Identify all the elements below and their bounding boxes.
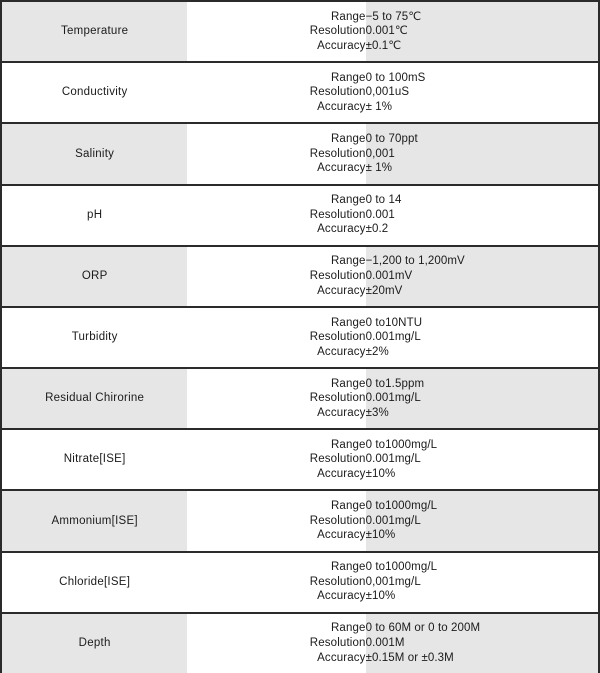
spec-label-range: Range [330, 316, 366, 329]
spec-label-range: Range [330, 622, 366, 635]
spec-label-resolution: Resolution [309, 514, 366, 527]
parameter-name-cell [1, 246, 187, 307]
spec-label-accuracy: Accuracy [317, 162, 366, 175]
spec-value-accuracy: ±2% [365, 345, 389, 358]
parameter-name-cell [1, 185, 187, 246]
spec-label-range: Range [330, 500, 366, 513]
parameter-name-cell [1, 368, 187, 429]
spec-labels-cell [187, 185, 365, 246]
spec-value-accuracy: ±10% [365, 590, 396, 603]
spec-values-cell [366, 429, 599, 490]
spec-value-accuracy: ±20mV [365, 284, 403, 297]
parameter-name-label: Temperature [60, 25, 129, 38]
spec-value-resolution: 0.001 [365, 208, 395, 221]
spec-values-cell [366, 185, 599, 246]
spec-value-resolution: 0.001℃ [365, 25, 408, 38]
spec-value-resolution: 0.001mg/L [365, 331, 421, 344]
spec-label-range: Range [330, 255, 366, 268]
spec-labels-cell [187, 1, 365, 62]
parameter-name-cell [1, 429, 187, 490]
spec-values-cell [366, 62, 599, 123]
spec-values-cell [366, 246, 599, 307]
spec-labels-cell [187, 552, 365, 613]
spec-label-accuracy: Accuracy [317, 590, 366, 603]
parameter-name-label: Ammonium[ISE] [51, 514, 138, 527]
parameter-name-cell [1, 1, 187, 62]
spec-value-range: −5 to 75℃ [365, 10, 422, 23]
spec-value-accuracy: ±10% [365, 529, 396, 542]
parameter-name-label: pH [87, 208, 103, 221]
spec-label-resolution: Resolution [309, 25, 366, 38]
spec-label-accuracy: Accuracy [317, 406, 366, 419]
parameter-name-label: Salinity [75, 147, 115, 160]
spec-label-resolution: Resolution [309, 331, 366, 344]
spec-label-range: Range [330, 438, 366, 451]
parameter-name-cell [1, 613, 187, 673]
parameter-name-label: Nitrate[ISE] [63, 453, 126, 466]
spec-values-cell [366, 307, 599, 368]
spec-label-resolution: Resolution [309, 86, 366, 99]
spec-label-accuracy: Accuracy [317, 468, 366, 481]
parameter-name-label: Conductivity [61, 86, 128, 99]
spec-label-accuracy: Accuracy [317, 101, 366, 114]
spec-values-cell [366, 613, 599, 673]
spec-value-resolution: 0.001mg/L [365, 514, 421, 527]
spec-label-resolution: Resolution [309, 453, 366, 466]
spec-label-accuracy: Accuracy [317, 529, 366, 542]
spec-labels-cell [187, 123, 365, 184]
spec-label-range: Range [330, 10, 366, 23]
spec-value-range: −1,200 to 1,200mV [365, 255, 465, 268]
table-row [1, 123, 599, 184]
table-row [1, 552, 599, 613]
spec-labels-cell [187, 62, 365, 123]
spec-value-resolution: 0.001mg/L [365, 453, 421, 466]
spec-value-accuracy: ±0.1℃ [365, 39, 402, 52]
spec-value-accuracy: ± 1% [365, 101, 393, 114]
table-row [1, 613, 599, 673]
spec-label-range: Range [330, 194, 366, 207]
table-row [1, 1, 599, 62]
spec-value-range: 0 to1000mg/L [365, 561, 438, 574]
parameter-name-label: Residual Chirorine [45, 392, 145, 405]
spec-label-range: Range [330, 71, 366, 84]
parameter-name-cell [1, 307, 187, 368]
spec-value-range: 0 to 100mS [365, 71, 426, 84]
table-row [1, 307, 599, 368]
spec-label-accuracy: Accuracy [317, 651, 366, 664]
spec-table-body [1, 1, 599, 673]
table-row [1, 490, 599, 551]
parameter-name-label: Depth [78, 637, 111, 649]
table-row [1, 246, 599, 307]
spec-label-range: Range [330, 561, 366, 574]
spec-value-range: 0 to 14 [365, 194, 402, 207]
spec-value-range: 0 to 70ppt [365, 133, 418, 146]
spec-value-range: 0 to10NTU [365, 316, 423, 329]
table-row [1, 429, 599, 490]
spec-values-cell [366, 368, 599, 429]
spec-value-range: 0 to1000mg/L [365, 500, 438, 513]
spec-label-accuracy: Accuracy [317, 345, 366, 358]
parameter-name-label: Turbidity [71, 331, 118, 344]
spec-value-accuracy: ±0.2 [365, 223, 389, 236]
spec-values-cell [366, 123, 599, 184]
spec-value-range: 0 to 60M or 0 to 200M [365, 622, 481, 635]
spec-labels-cell [187, 246, 365, 307]
spec-labels-cell [187, 490, 365, 551]
spec-value-accuracy: ±10% [365, 468, 396, 481]
spec-value-resolution: 0.001mg/L [365, 392, 421, 405]
spec-value-resolution: 0,001uS [365, 86, 410, 99]
spec-values-cell [366, 490, 599, 551]
spec-labels-cell [187, 429, 365, 490]
spec-value-accuracy: ±0.15M or ±0.3M [365, 651, 454, 664]
spec-label-range: Range [330, 377, 366, 390]
table-row [1, 185, 599, 246]
spec-value-resolution: 0,001 [365, 147, 395, 160]
parameter-name-cell [1, 552, 187, 613]
parameter-name-cell [1, 123, 187, 184]
spec-label-resolution: Resolution [309, 575, 366, 588]
parameter-name-cell [1, 490, 187, 551]
spec-label-resolution: Resolution [309, 208, 366, 221]
parameter-name-label: Chloride[ISE] [59, 575, 131, 588]
spec-label-accuracy: Accuracy [317, 39, 366, 52]
spec-value-resolution: 0,001mg/L [365, 575, 421, 588]
spec-label-resolution: Resolution [309, 269, 366, 282]
spec-labels-cell [187, 368, 365, 429]
spec-value-resolution: 0.001M [365, 637, 405, 649]
spec-label-accuracy: Accuracy [317, 284, 366, 297]
parameter-name-label: ORP [81, 269, 108, 282]
spec-label-range: Range [330, 133, 366, 146]
spec-label-accuracy: Accuracy [317, 223, 366, 236]
spec-values-cell [366, 552, 599, 613]
spec-values-cell [366, 1, 599, 62]
spec-value-range: 0 to1000mg/L [365, 438, 438, 451]
table-row [1, 62, 599, 123]
spec-label-resolution: Resolution [309, 637, 366, 649]
spec-label-resolution: Resolution [309, 147, 366, 160]
table-row [1, 368, 599, 429]
spec-value-resolution: 0.001mV [365, 269, 413, 282]
spec-value-accuracy: ±3% [365, 406, 389, 419]
spec-labels-cell [187, 307, 365, 368]
spec-labels-cell [187, 613, 365, 673]
parameter-name-cell [1, 62, 187, 123]
spec-label-resolution: Resolution [309, 392, 366, 405]
spec-value-range: 0 to1.5ppm [365, 377, 425, 390]
spec-value-accuracy: ± 1% [365, 162, 393, 175]
